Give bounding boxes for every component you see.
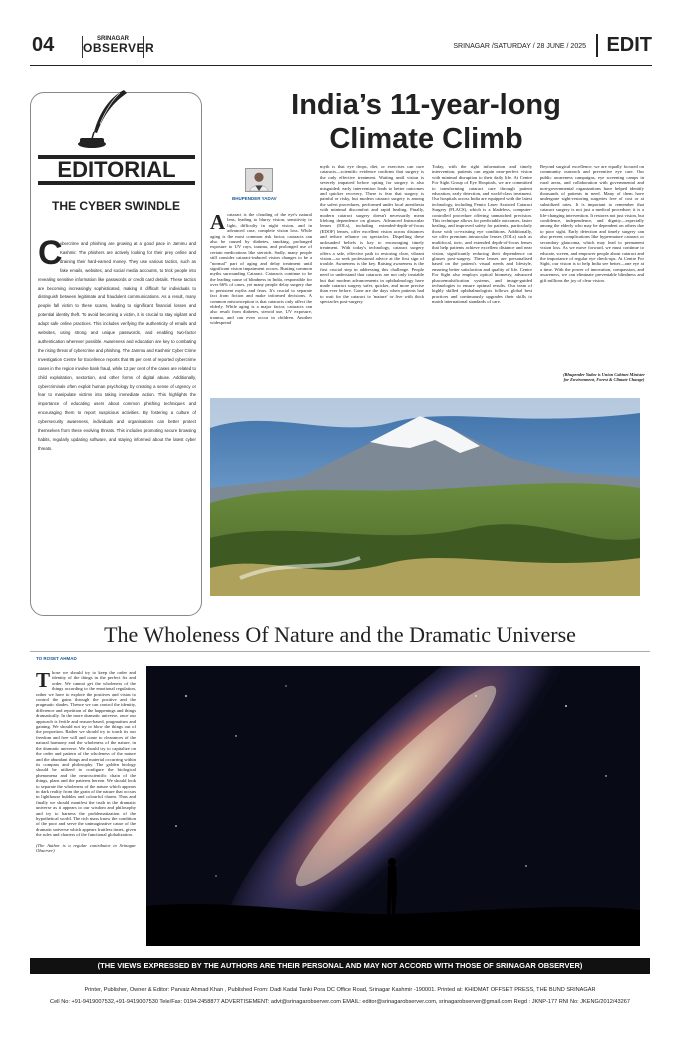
section-label: EDIT (596, 34, 652, 57)
editorial-body (38, 234, 196, 606)
page-header (30, 30, 652, 66)
article-credit: (Bhupender Yadav is Union Cabinet Minister for Environment, Forest & Climate Change) (563, 372, 645, 383)
article2-text: hose we should try to keep the order and identity of the things in the perfect fix and order. We cannot get the wholeness of the things according to the emotional regulation, rather we have to explore the positives and vistas to control the gains through the positive and the pragmatic shades. Thence we can control the identity, difference and repetition of the happenings and things dramatically. In the more dramatic universe, once our approach is fertile and reason-based, pragmatism and gaining. We should not try to blow the things out of the proportion. Rather we should try to touch its our freedom and free will and come to clearances of the natural harmony and the wholeness of the nature, in the dramatic universe. We should try to capitalize on the order and pattern of the wholeness of the nature and the abundant things and material occurring within its compass and philosophy. The golden biology should be utilized to configure the biological phenomena and the neuroscientific chain of the things, plans and the patterns hereon. We should look to separate the wholeness of the nature which appears in dark reality from the grain of the nature that occurs in lighthouse bubbles and colourful charm. Thus and finally we should manifest the truth in the dramatic universe as it appears to our wisdom and philosophy and try to harness the problematization of the hypothetical world. The rich mass know the condition of the poor and serve the unimaginative cause of the dramatic universe which appears fruitless times, given the rules and charters of the functional globalization. (36, 670, 136, 838)
article2-credit: (The Author is a regular contributor to Srinagar Observer) (36, 843, 136, 854)
article-column-2: myth is that eye drops, diet, or exercises can cure cataracts—scientific evidence confirms that surgery is the only effective treatment. Waiting until vision is severely impaired before opting for surgery is also misguided; early intervention leads to better outcomes and quicker recovery. There is fear that surgery is painful or risky, but modern cataract surgery is among the safest procedures, performed under local anesthesia with minimal discomfort and rapid healing. Finally, modern cataract surgery doesn't necessarily mean lifelong dependence on glasses. Advanced Intraocular lenses (IOLs), including extended-depth-of-focus (EDOF) lenses, offer excellent vision across distances and reduce reliance on spectacles. Dispelling these unfounded beliefs is key to encouraging timely treatment. With today's technology, cataract surgery offers a safe, effective path to restoring clear, vibrant vision—so seek professional advice at the first sign of trouble. Awareness is the key. Raising awareness is the first crucial step in addressing this challenge. People need to understand that cataracts are not only treatable but that modern advancements in ophthalmology have made cataract surgery safer, quicker, and more precise than ever before. Gone are the days when patients had to wait for the cataract to 'mature' or live with thick spectacles post-surgery. (320, 164, 424, 305)
article-byline: BHUPENDER YADAV (232, 196, 277, 201)
imprint-line1: Printer, Publisher, Owner & Editor: Parvaiz Ahmad Khan , Published From: Dadi Kadal Tanki Pora DC Office Road, Srinagar Kashmir -190001. Printed at: KHIDMAT OFFSET PRESS, THE BUND SRINAGAR (84, 987, 596, 993)
editorial-text: ybercrime and phishing are growing at a good pace in Jammu and Kashmir. The phishers are actively looking for their prey online and draining their hard-earned money. They use various tactics, such as fake emails, websites, and social media accounts, to trick people into revealing sensitive information like passwords or credit card details. These tactics are becoming increasingly sophisticated, making it difficult for individuals to distinguish between legitimate and fraudulent communications. As a result, many people fall victim to these scams, leading to significant financial losses and potential identity theft. To avoid becoming a victim, it is crucial to stay vigilant and adopt safe online practices. This includes verifying the authenticity of emails and websites, using strong and unique passwords, and enabling two-factor authentication wherever possible. Awareness and education are key to combating the rising threat of cybercrime and phishing. The Jammu and Kashmir Cyber Crime Investigation Centre for Excellence reports that 95 per cent of reported cybercrime cases in the region involve bank fraud, while 12 per cent of the cases are related to child exploitation, sextortion, and other forms of digital abuse. Additionally, cybercriminals often exploit human psychology by creating a sense of urgency or fear to manipulate victims into taking immediate action. This highlights the importance of educating users about common phishing techniques and encouraging them to report suspicious activities. By fostering a culture of cybersecurity awareness, individuals and organisations can better protect themselves from these evolving threats. This includes promoting secure browsing habits, regularly updating software, and staying informed about the latest cyber threats. (38, 241, 196, 451)
article2-column (36, 670, 136, 960)
page-number: 04 (32, 34, 55, 56)
article-title-line1: India’s 11-year-long (291, 89, 561, 121)
imprint-footer (30, 984, 650, 1008)
editorial-headline: THE CYBER SWINDLE (51, 199, 180, 213)
article-title-line2: Climate Climb (329, 123, 523, 155)
article2-title: The Wholeness Of Nature and the Dramatic Universe (30, 622, 650, 652)
article2-byline: TO ROSET AHMAD (36, 656, 77, 661)
article-title (212, 88, 640, 156)
imprint-line2: Cell No: +91-9419007532,+91-9419007530 Tele/Fax: 0194-2458877 ADVERTISEMENT: advt@srinagarobserver.com EMAIL: editor@srinagarobserver.com, srinagarobserver@gmail.com Regd : JKNP-177 RNI No: JKENG/2012/43267 (50, 999, 630, 1005)
article-column-3: Today, with the right information and timely intervention, patients can regain near-perfect vision with minimal disruption to their daily life. At Centre For Sight Group of Eye Hospitals, we are committed to transforming cataract care through patient education, early detection, and world-class treatment. Our hospitals across India are equipped with the latest technology, including Femto Laser Assisted Cataract Surgery (FLACS), which is a bladeless, computer-controlled procedure offering unmatched precision. This technique allows for predictable outcomes, faster healing, and improved safety for patients, particularly those with co-existing eye conditions. Additionally, we offer premium intraocular lenses (IOLs) such as multifocal, toric, and extended depth-of-focus lenses that help patients achieve excellent distance and near vision, significantly reducing their dependence on glasses post-surgery. These lenses are personalised based on the patient's visual needs and lifestyle, ensuring better satisfaction and quality of life. Centre For Sight also employs optical biometry, advanced phacoemulsification systems, and image-guided technologies to ensure optimal results. Our team of highly skilled ophthalmologists follows global best practices and continuously upgrades their skills to match international standards of care. (432, 164, 532, 305)
milky-way-image (146, 666, 640, 946)
disclaimer-bar: (THE VIEWS EXPRESSED BY THE AUTHORS ARE THEIR PERSONAL AND MAY NOT ACCORD WITH THOSE OF SRINAGAR OBSERVER) (30, 958, 650, 974)
dateline: SRINAGAR /SATURDAY / 28 JUNE / 2025 (453, 43, 586, 50)
quill-inkpot-icon (72, 88, 132, 150)
author-photo (245, 168, 273, 192)
article-col1-text: cataract is the clouding of the eye's natural lens, leading to blurry vision, sensitivity to light, difficulty in night vision, and in advanced case, complete vision loss. While aging is the most common risk factor, cataracts can also be caused by diabetes, smoking, prolonged exposure to UV rays, trauma, and prolonged use of certain medications like steroids. Sadly, many people still consider cataract-induced vision changes to be a "normal" part of aging and delay treatment until significant vision impairment occurs. Busting common myths surrounding Cataract. Cataracts continue to be the leading cause of blindness in India, responsible for over 66% of cases, yet many people delay surgery due to persistent myths and fears. It's crucial to separate fact from fiction and make informed decisions. A common misconception is that cataracts only affect the elderly. While aging is a major factor, cataracts can also result from diabetes, steroid use, UV exposure, trauma, and can even occur in children. Another widespread (210, 212, 312, 326)
editorial-label: EDITORIAL (38, 155, 195, 185)
article-column-4: Beyond surgical excellence, we are equally focused on community outreach and preventive eye care. Our public awareness campaigns, eye screening camps in rural areas, and collaboration with governmental and non-governmental organizations have helped identify thousands of patients in need. Many of them have undergone sight-restoring surgeries free of cost or at subsidized rates. It is important to remember that cataract surgery is not just a medical procedure; it is a life-changing intervention. It restores not just vision, but confidence, independence, and dignity—especially among the elderly who may be dependent on others due to poor sight. Early detection and timely surgery can also prevent complications like hypermature cataract or secondary glaucoma, which may lead to permanent vision loss. As we move forward, we must continue to educate, screen, and empower people about cataract and the importance of regular eye check-ups. At Centre For Sight, our vision is to help India see better—one eye at a time. With the power of innovation, compassion, and awareness, we can eliminate preventable blindness and gift millions the joy of clear vision. (540, 164, 644, 283)
person-silhouette-icon (387, 858, 397, 914)
masthead-logo[interactable] (82, 36, 155, 58)
mountain-landscape-image (210, 398, 640, 596)
masthead-top: SRINAGAR (96, 36, 129, 42)
masthead-main: OBSERVER (83, 41, 155, 55)
editorial-dropcap: C (38, 234, 63, 272)
article-column-1 (210, 212, 312, 394)
article-dropcap: A (210, 212, 226, 234)
article2-dropcap: T (36, 670, 51, 692)
